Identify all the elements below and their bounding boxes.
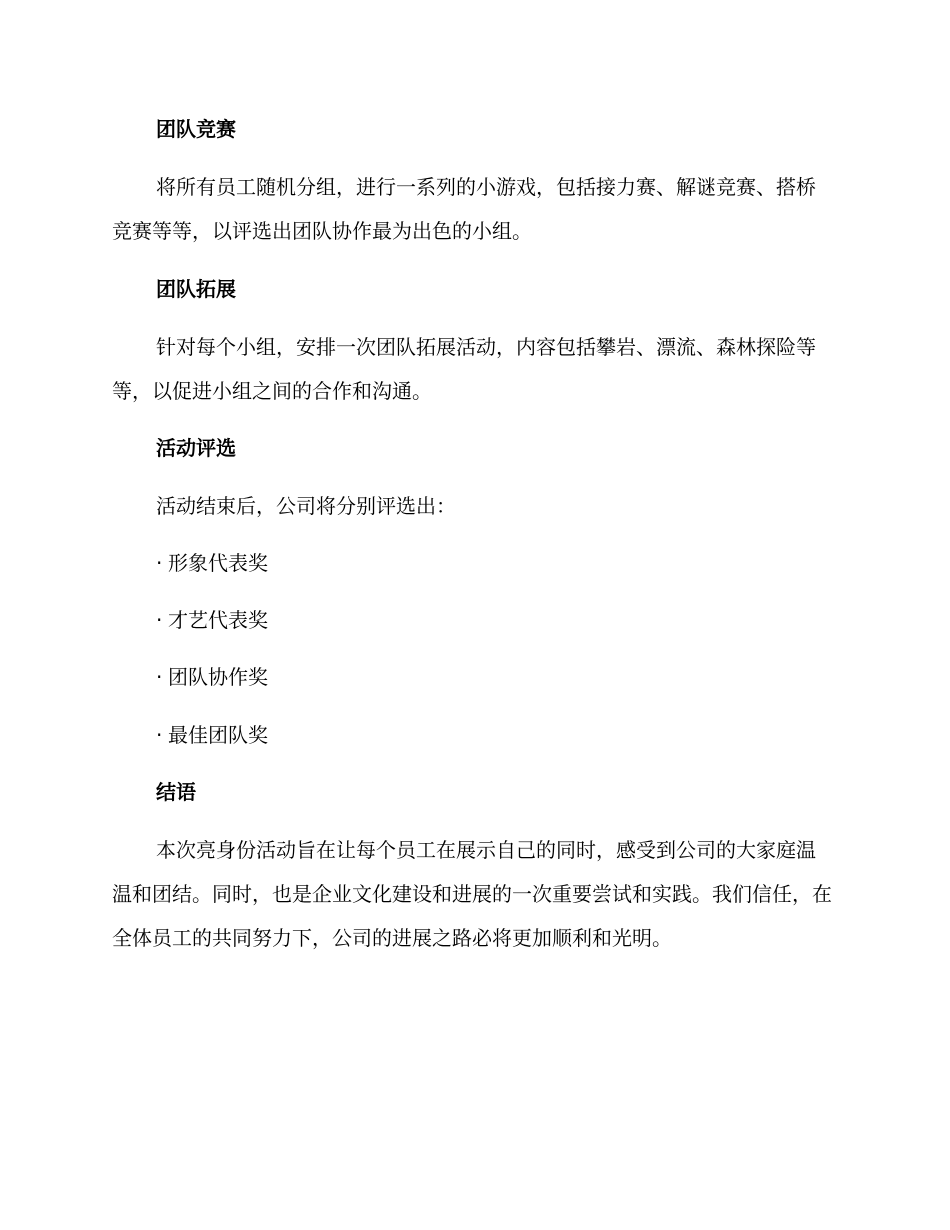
award-label: 最佳团队奖 — [168, 723, 268, 747]
award-label: 才艺代表奖 — [168, 608, 268, 632]
award-label: 形象代表奖 — [168, 551, 268, 575]
award-list-item — [156, 663, 268, 691]
award-list-item — [156, 606, 268, 634]
award-list-item — [156, 721, 268, 749]
section-heading-team-outreach: 团队拓展 — [156, 277, 236, 301]
award-label: 团队协作奖 — [168, 665, 268, 689]
award-list-item — [156, 549, 268, 577]
activity-selection-intro: 活动结束后，公司将分别评选出： — [156, 494, 456, 518]
bullet-icon: · — [156, 551, 163, 575]
bullet-icon: · — [156, 608, 163, 632]
section-heading-team-competition: 团队竞赛 — [156, 117, 236, 141]
section-heading-conclusion: 结语 — [156, 780, 196, 804]
section-body-team-outreach: 针对每个小组，安排一次团队拓展活动，内容包括攀岩、漂流、森林探险等等，以促进小组之间的合作和沟通。 — [112, 335, 816, 403]
section-body-conclusion: 本次亮身份活动旨在让每个员工在展示自己的同时，感受到公司的大家庭温温和团结。同时，也是企业文化建设和进展的一次重要尝试和实践。我们信任，在全体员工的共同努力下，公司的进展之路必将更加顺利和光明。 — [112, 838, 832, 950]
section-heading-activity-selection: 活动评选 — [156, 436, 236, 460]
bullet-icon: · — [156, 723, 163, 747]
section-body-team-competition: 将所有员工随机分组，进行一系列的小游戏，包括接力赛、解谜竞赛、搭桥竞赛等等，以评选出团队协作最为出色的小组。 — [112, 175, 816, 243]
bullet-icon: · — [156, 665, 163, 689]
